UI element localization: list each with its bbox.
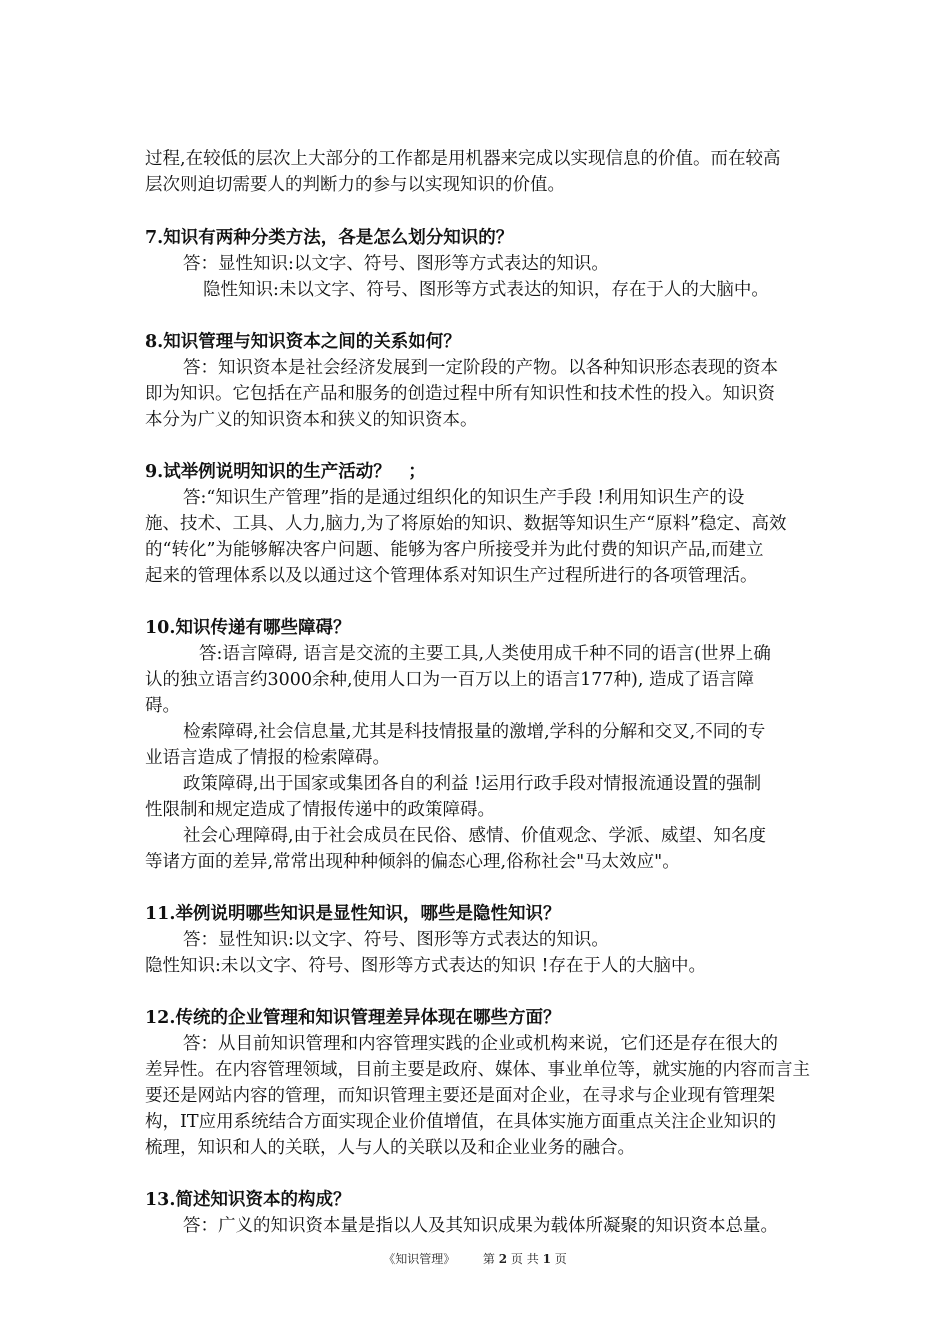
footer-page-number: 2	[498, 1252, 508, 1266]
answer-line: 答：显性知识:以文字、符号、图形等方式表达的知识。	[183, 254, 609, 274]
answer-line: 隐性知识:未以文字、符号、图形等方式表达的知识，存在于人的大脑中。	[203, 280, 769, 300]
intro-line: 过程,在较低的层次上大部分的工作都是用机器来完成以实现信息的价值。而在较高	[145, 149, 781, 169]
answer-line: 要还是网站内容的管理，而知识管理主要还是面对企业，在寻求与企业现有管理架	[145, 1086, 775, 1106]
question-8-title: 8.知识管理与知识资本之间的关系如何？	[145, 332, 461, 352]
answer-line: 即为知识。它包括在产品和服务的创造过程中所有知识性和技术性的投入。知识资	[145, 384, 775, 404]
answer-line: 的“转化”为能够解决客户问题、能够为客户所接受并为此付费的知识产品,而建立	[145, 540, 764, 560]
answer-line: 答：显性知识:以文字、符号、图形等方式表达的知识。	[183, 930, 609, 950]
answer-line: 答：知识资本是社会经济发展到一定阶段的产物。以各种知识形态表现的资本	[183, 358, 778, 378]
answer-line: 起来的管理体系以及以通过这个管理体系对知识生产过程所进行的各项管理活。	[145, 566, 758, 586]
answer-line: 答:语言障碍, 语言是交流的主要工具,人类使用成千种不同的语言(世界上确	[199, 644, 771, 664]
intro-line: 层次则迫切需要人的判断力的参与以实现知识的价值。	[145, 175, 565, 195]
answer-line: 构，IT应用系统结合方面实现企业价值增值，在具体实施方面重点关注企业知识的	[145, 1112, 777, 1132]
answer-line: 答：广义的知识资本量是指以人及其知识成果为载体所凝聚的知识资本总量。	[183, 1216, 778, 1236]
answer-line: 性限制和规定造成了情报传递中的政策障碍。	[145, 800, 495, 820]
answer-line: 等诸方面的差异,常常出现种种倾斜的偏态心理,俗称社会"马太效应"。	[145, 852, 680, 872]
question-12-title: 12.传统的企业管理和知识管理差异体现在哪些方面？	[145, 1008, 561, 1028]
answer-line: 政策障碍,出于国家或集团各自的利益 !运用行政手段对情报流通设置的强制	[183, 774, 762, 794]
answer-line: 差异性。在内容管理领域，目前主要是政府、媒体、事业单位等，就实施的内容而言主	[145, 1060, 810, 1080]
answer-line: 社会心理障碍,由于社会成员在民俗、感情、价值观念、学派、威望、知名度	[183, 826, 767, 846]
question-11-title: 11.举例说明哪些知识是显性知识，哪些是隐性知识？	[145, 904, 561, 924]
answer-line: 业语言造成了情报的检索障碍。	[145, 748, 390, 768]
answer-line: 本分为广义的知识资本和狭义的知识资本。	[145, 410, 478, 430]
footer-page-total: 1	[542, 1252, 551, 1266]
answer-line: 答：从目前知识管理和内容管理实践的企业或机构来说，它们还是存在很大的	[183, 1034, 778, 1054]
answer-line: 梳理，知识和人的关联，人与人的关联以及和企业业务的融合。	[145, 1138, 635, 1158]
footer-book-title: 《知识管理》	[383, 1252, 456, 1266]
answer-line: 认的独立语言约3000余种,使用人口为一百万以上的语言177种), 造成了语言障	[145, 670, 754, 690]
footer-page-prefix: 第	[482, 1252, 495, 1266]
answer-line: 答:“知识生产管理”指的是通过组织化的知识生产手段 !利用知识生产的设	[183, 488, 745, 508]
footer-page-mid: 页 共	[510, 1252, 539, 1266]
question-10-title: 10.知识传递有哪些障碍？	[145, 618, 351, 638]
footer-page-suffix: 页	[554, 1252, 567, 1266]
question-9-title: 9.试举例说明知识的生产活动？ ；	[145, 462, 426, 482]
answer-line: 碍。	[145, 696, 180, 716]
question-13-title: 13.简述知识资本的构成？	[145, 1190, 351, 1210]
answer-line: 检索障碍,社会信息量,尤其是科技情报量的激增,学科的分解和交叉,不同的专	[183, 722, 766, 742]
answer-line: 隐性知识:未以文字、符号、图形等方式表达的知识 !存在于人的大脑中。	[145, 956, 706, 976]
answer-line: 施、技术、工具、人力,脑力,为了将原始的知识、数据等知识生产“原料”稳定、高效	[145, 514, 787, 534]
question-7-title: 7.知识有两种分类方法，各是怎么划分知识的？	[145, 228, 514, 248]
page-footer	[0, 1250, 950, 1267]
